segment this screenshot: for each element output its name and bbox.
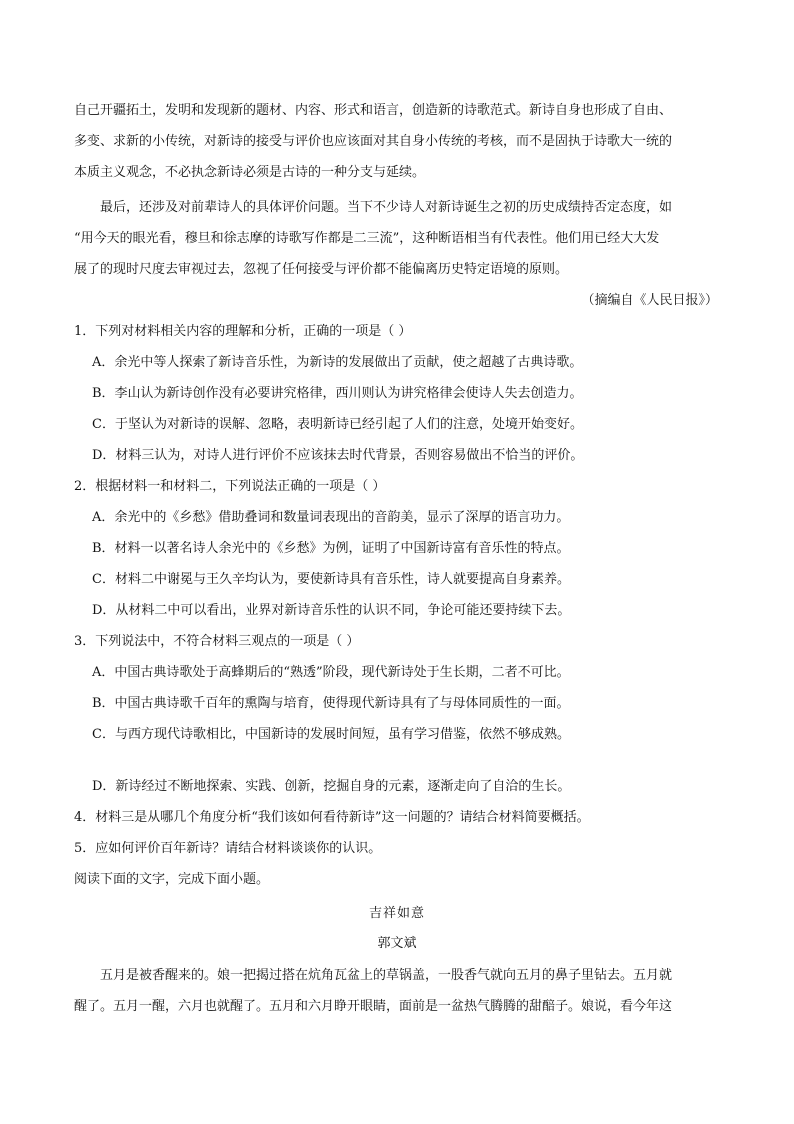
option-a: A．中国古典诗歌处于高蜂期后的“熟透”阶段，现代新诗处于生长期，二者不可比。 (92, 665, 570, 680)
question-4: 4．材料三是从哪几个角度分析“我们该如何看待新诗”这一问题的？请结合材料简要概括。 (74, 810, 590, 825)
paragraph-line: “用今天的眼光看，穆旦和徐志摩的诗歌写作都是二三流”，这种断语相当有代表性。他们用已经大大发 (74, 231, 660, 246)
option-d: D．新诗经过不断地探索、实践、创新，挖掘自身的元素，逐渐走向了自洽的生长。 (92, 779, 571, 794)
passage-line: 多变、求新的小传统，对新诗的接受与评价也应该面对其自身小传统的考核，而不是固执于诗歌大一统的 (74, 134, 673, 149)
question-stem: 1．下列对材料相关内容的理解和分析，正确的一项是（ ） (74, 324, 412, 339)
question-stem: 2．根据材料一和材料二，下列说法正确的一项是（ ） (74, 479, 386, 494)
option-d: D．从材料二中可以看出，业界对新诗音乐性的认识不同，争论可能还要持续下去。 (92, 603, 571, 618)
story-line: 醒了。五月一醒，六月也就醒了。五月和六月睁开眼睛，面前是一盆热气腾腾的甜醅子。娘说，看今年这 (74, 999, 673, 1014)
option-c: C．材料二中谢冕与王久辛均认为，要使新诗具有音乐性，诗人就要提高自身素养。 (92, 572, 570, 587)
option-b: B．李山认为新诗创作没有必要讲究格律，西川则认为讲究格律会使诗人失去创造力。 (92, 386, 583, 401)
option-a: A．余光中的《乡愁》借助叠词和数量词表现出的音韵美，显示了深厚的语言功力。 (92, 510, 570, 525)
option-d: D．材料三认为，对诗人进行评价不应该抹去时代背景，否则容易做出不恰当的评价。 (92, 448, 584, 463)
question-5: 5．应如何评价百年新诗？请结合材料谈谈你的认识。 (74, 841, 382, 856)
option-b: B．材料一以著名诗人余光中的《乡愁》为例，证明了中国新诗富有音乐性的特点。 (92, 541, 570, 556)
option-b: B．中国古典诗歌千百年的熏陶与培育，使得现代新诗具有了与母体同质性的一面。 (92, 696, 570, 711)
paragraph-line: 展了的现时尺度去审视过去，忽视了任何接受与评价都不能偏离历史特定语境的原则。 (74, 262, 569, 277)
paragraph-line: 最后，还涉及对前辈诗人的具体评价问题。当下不少诗人对新诗诞生之初的历史成绩持否定态度，如 (100, 200, 673, 215)
story-title: 吉祥如意 (368, 906, 425, 921)
passage-line: 本质主义观念，不必执念新诗必须是古诗的一种分支与延续。 (74, 165, 426, 180)
story-line: 五月是被香醒来的。娘一把揭过搭在炕角瓦盆上的草锅盖，一股香气就向五月的鼻子里钻去。五月就 (100, 968, 673, 983)
question-stem: 3．下列说法中，不符合材料三观点的一项是（ ） (74, 634, 360, 649)
story-author: 郭文斌 (377, 936, 417, 951)
reading-instruction: 阅读下面的文字，完成下面小题。 (74, 872, 270, 887)
option-a: A．余光中等人探索了新诗音乐性，为新诗的发展做出了贡献，使之超越了古典诗歌。 (92, 355, 583, 370)
source-citation: （摘编自《人民日报》） (581, 293, 718, 308)
passage-line: 自己开疆拓土，发明和发现新的题材、内容、形式和语言，创造新的诗歌范式。新诗自身也形成了自由、 (74, 103, 673, 118)
option-c: C．于坚认为对新诗的误解、忽略，表明新诗已经引起了人们的注意，处境开始变好。 (92, 417, 583, 432)
option-c: C．与西方现代诗歌相比，中国新诗的发展时间短，虽有学习借鉴，依然不够成熟。 (92, 727, 570, 742)
